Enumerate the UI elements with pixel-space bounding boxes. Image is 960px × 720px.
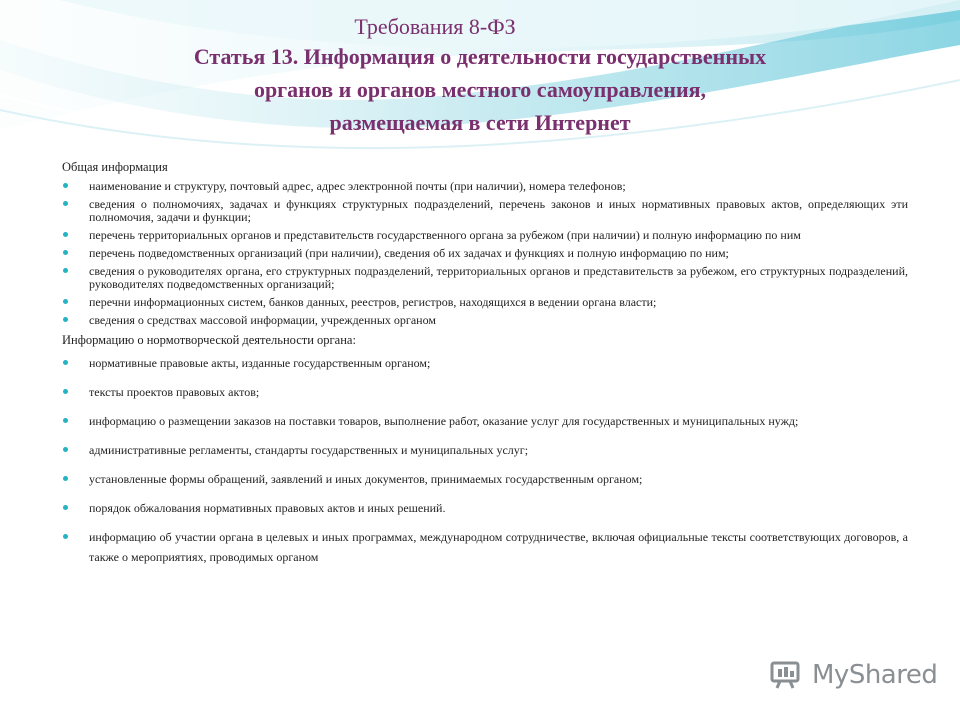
watermark-text: MyShared xyxy=(812,660,938,690)
title-line-1: Требования 8-ФЗ xyxy=(354,14,516,39)
title-line-4: размещаемая в сети Интернет xyxy=(329,110,631,135)
bullet-icon xyxy=(63,505,68,510)
title-line-2: Статья 13. Информация о деятельности государственных xyxy=(193,44,767,69)
bullet-icon xyxy=(63,360,68,365)
normative-info-list xyxy=(62,353,908,567)
bullet-icon xyxy=(63,299,68,304)
bullet-icon xyxy=(63,183,68,188)
list-item: нормативные правовые акты, изданные государственным органом; xyxy=(62,353,908,373)
slide-content xyxy=(62,160,908,576)
bullet-icon xyxy=(63,447,68,452)
bullet-icon xyxy=(63,389,68,394)
list-item: сведения о руководителях органа, его структурных подразделений, территориальных органов и представительств за рубежом, его структурных подразделений, руководителях подведомственных организаций; xyxy=(62,265,908,291)
section-heading-general: Общая информация xyxy=(62,160,168,174)
list-item: наименование и структуру, почтовый адрес, адрес электронной почты (при наличии), номера телефонов; xyxy=(62,180,908,193)
slide-title xyxy=(0,14,960,139)
bullet-icon xyxy=(63,268,68,273)
bullet-icon xyxy=(63,476,68,481)
list-item: порядок обжалования нормативных правовых актов и иных решений. xyxy=(62,498,908,518)
bullet-icon xyxy=(63,418,68,423)
list-item: сведения о полномочиях, задачах и функциях структурных подразделений, перечень законов и иных нормативных правовых актов, определяющих эти полномочия, задачи и функции; xyxy=(62,198,908,224)
list-item: перечень территориальных органов и представительств государственного органа за рубежом (при наличии) и полную информацию по ним xyxy=(62,229,908,242)
bullet-icon xyxy=(63,250,68,255)
section-heading-normative: Информацию о нормотворческой деятельности органа: xyxy=(62,333,356,347)
list-item: административные регламенты, стандарты государственных и муниципальных услуг; xyxy=(62,440,908,460)
list-item: тексты проектов правовых актов; xyxy=(62,382,908,402)
list-item: перечни информационных систем, банков данных, реестров, регистров, находящихся в ведении органа власти; xyxy=(62,296,908,309)
bullet-icon xyxy=(63,201,68,206)
bullet-icon xyxy=(63,317,68,322)
list-item: информацию о размещении заказов на поставки товаров, выполнение работ, оказание услуг для государственных и муниципальных нужд; xyxy=(62,411,908,431)
general-info-list xyxy=(62,180,908,327)
bullet-icon xyxy=(63,534,68,539)
list-item: сведения о средствах массовой информации, учрежденных органом xyxy=(62,314,908,327)
title-line-3: органов и органов местного самоуправления, xyxy=(253,77,707,102)
myshared-watermark[interactable] xyxy=(770,660,937,690)
bullet-icon xyxy=(63,232,68,237)
list-item: перечень подведомственных организаций (при наличии), сведения об их задачах и функциях и полную информацию по ним; xyxy=(62,247,908,260)
presentation-board-icon xyxy=(770,660,806,690)
list-item: информацию об участии органа в целевых и иных программах, международном сотрудничестве, включая официальные тексты соответствующих договоров, а также о мероприятиях, проводимых органом xyxy=(62,527,908,567)
list-item: установленные формы обращений, заявлений и иных документов, принимаемых государственным органом; xyxy=(62,469,908,489)
